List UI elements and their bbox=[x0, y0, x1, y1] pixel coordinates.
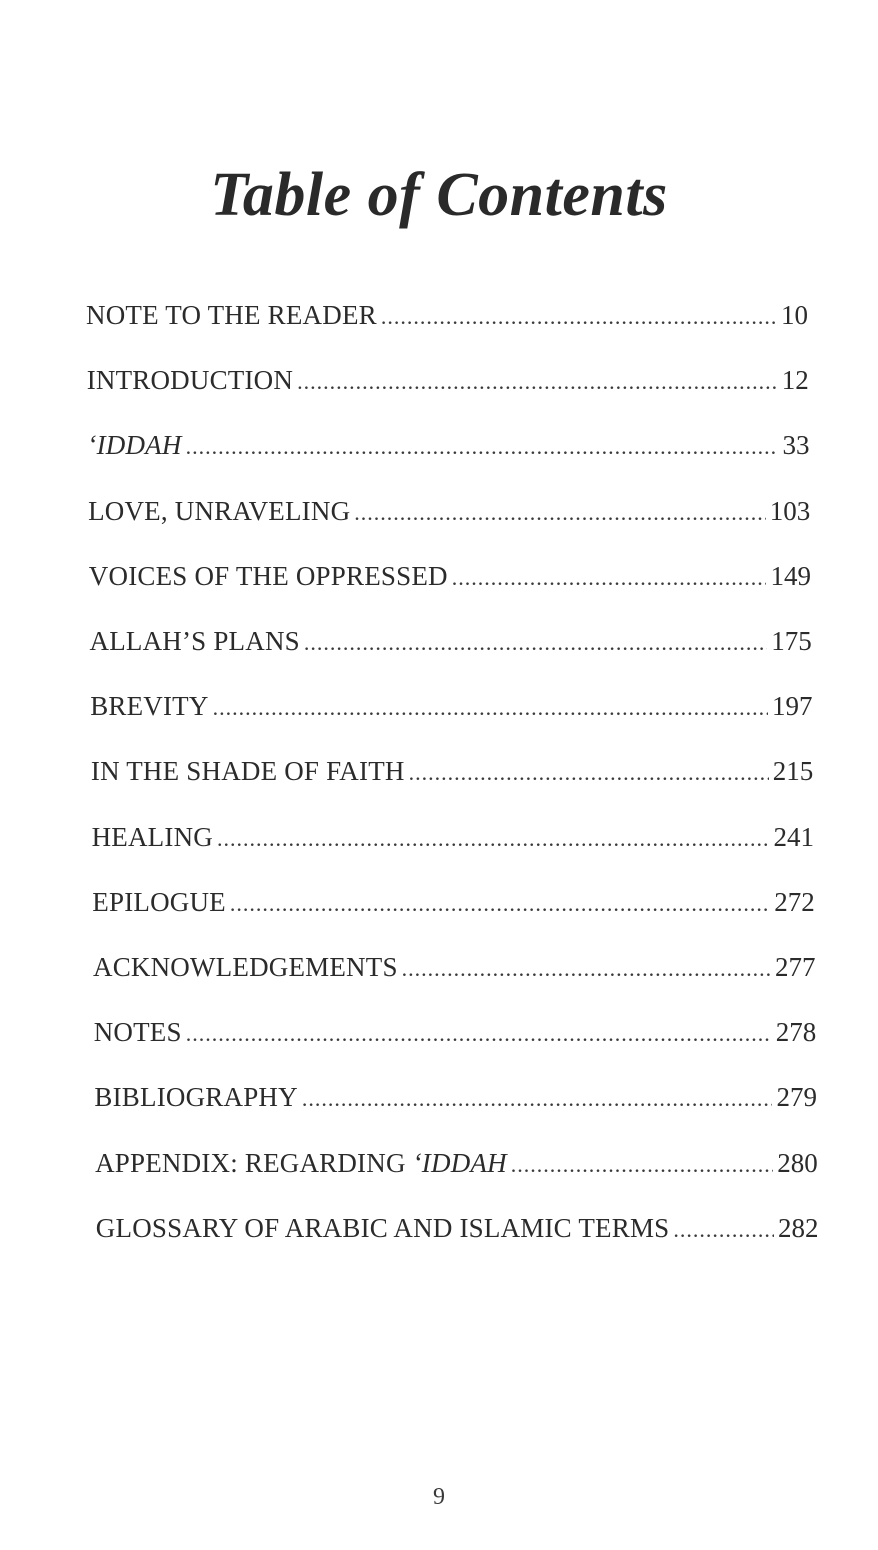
toc-entry-page-number: 12 bbox=[781, 365, 809, 396]
toc-entry bbox=[91, 756, 813, 796]
toc-entry-title bbox=[90, 691, 208, 722]
toc-entry-title-italic: ‘IDDAH bbox=[412, 1147, 507, 1178]
toc-entry-title-text: EPILOGUE bbox=[92, 886, 226, 917]
toc-entry-page-number: 33 bbox=[782, 430, 810, 461]
page-number: 9 bbox=[433, 1484, 445, 1510]
toc-entry-title-text: GLOSSARY OF ARABIC AND ISLAMIC TERMS bbox=[95, 1212, 670, 1243]
dot-leader bbox=[354, 500, 765, 526]
dot-leader bbox=[409, 760, 769, 786]
toc-entry-page-number: 278 bbox=[775, 1017, 817, 1048]
toc-entry bbox=[92, 822, 814, 862]
toc-entry-title-text: ‘IDDAH bbox=[87, 430, 182, 461]
toc-entry bbox=[90, 691, 812, 731]
toc-entry-title bbox=[93, 952, 398, 983]
dot-leader bbox=[304, 630, 767, 656]
toc-entry bbox=[87, 365, 809, 405]
toc-entry-title-text: APPENDIX: REGARDING bbox=[95, 1147, 406, 1178]
toc-entry-page-number: 280 bbox=[777, 1147, 818, 1178]
dot-leader bbox=[217, 826, 770, 852]
dot-leader bbox=[230, 891, 770, 917]
toc-entry-page-number: 149 bbox=[770, 560, 811, 591]
toc-entry-title bbox=[94, 1017, 182, 1048]
toc-entry-title bbox=[96, 1213, 670, 1244]
dot-leader bbox=[213, 695, 768, 721]
dot-leader bbox=[511, 1152, 773, 1178]
toc-entry-title-text: ACKNOWLEDGEMENTS bbox=[93, 952, 398, 982]
dot-leader bbox=[673, 1217, 774, 1243]
dot-leader bbox=[302, 1086, 773, 1112]
toc-entry-title bbox=[94, 1082, 297, 1113]
dot-leader bbox=[297, 369, 778, 395]
toc-entry-title-text: VOICES OF THE OPPRESSED bbox=[88, 560, 448, 591]
toc-entry bbox=[89, 561, 811, 601]
toc-entry bbox=[94, 1082, 817, 1122]
toc-entry-page-number: 279 bbox=[776, 1082, 817, 1113]
toc-entry-title bbox=[92, 887, 226, 918]
toc-entry-title-text: NOTE TO THE READER bbox=[86, 300, 377, 330]
toc-entry bbox=[90, 626, 812, 666]
toc-entry-title-text: INTRODUCTION bbox=[86, 365, 294, 396]
dot-leader bbox=[186, 434, 779, 460]
toc-entry-title bbox=[89, 561, 448, 592]
toc-entry-page-number: 197 bbox=[771, 691, 813, 722]
dot-leader bbox=[186, 1021, 772, 1047]
dot-leader bbox=[452, 565, 767, 591]
toc-entry-title bbox=[86, 300, 377, 331]
toc-entry bbox=[88, 496, 810, 536]
toc-entry-title bbox=[90, 626, 300, 657]
toc-entry-title-text: LOVE, UNRAVELING bbox=[88, 495, 351, 526]
dot-leader bbox=[381, 304, 777, 330]
toc-entry-title bbox=[92, 822, 213, 853]
toc-entry bbox=[94, 1017, 817, 1057]
toc-entry bbox=[87, 430, 809, 470]
toc-entry-title-text: ALLAH’S PLANS bbox=[89, 626, 300, 656]
toc-entry-title-text: BIBLIOGRAPHY bbox=[94, 1082, 298, 1113]
toc-entry bbox=[86, 300, 808, 340]
toc-entry-title-text: BREVITY bbox=[90, 691, 209, 722]
toc-entry-page-number: 241 bbox=[773, 821, 814, 852]
toc-entry-page-number: 277 bbox=[775, 952, 816, 982]
toc-entry-title bbox=[87, 365, 293, 396]
toc-entry-page-number: 282 bbox=[777, 1212, 819, 1243]
toc-entry bbox=[96, 1213, 819, 1253]
toc-entry-title bbox=[87, 430, 181, 461]
toc-entry-page-number: 272 bbox=[774, 886, 815, 917]
dot-leader bbox=[402, 956, 771, 982]
toc-entry-page-number: 10 bbox=[781, 300, 808, 330]
toc-entry bbox=[95, 1148, 818, 1188]
toc-entry-title-text: HEALING bbox=[91, 821, 213, 852]
toc-entry-page-number: 103 bbox=[769, 495, 811, 526]
toc-entry-title-text: IN THE SHADE OF FAITH bbox=[90, 756, 405, 787]
toc-entry bbox=[92, 887, 814, 927]
toc-entry-page-number: 215 bbox=[772, 756, 814, 787]
page-title: Table of Contents bbox=[210, 161, 668, 229]
toc-entry-title bbox=[95, 1148, 507, 1179]
toc-entry-title bbox=[91, 756, 405, 787]
toc-entry-title bbox=[88, 496, 350, 527]
toc-entry-title-text: NOTES bbox=[93, 1017, 182, 1048]
toc-entry-page-number: 175 bbox=[771, 626, 812, 656]
toc-entry bbox=[93, 952, 816, 992]
